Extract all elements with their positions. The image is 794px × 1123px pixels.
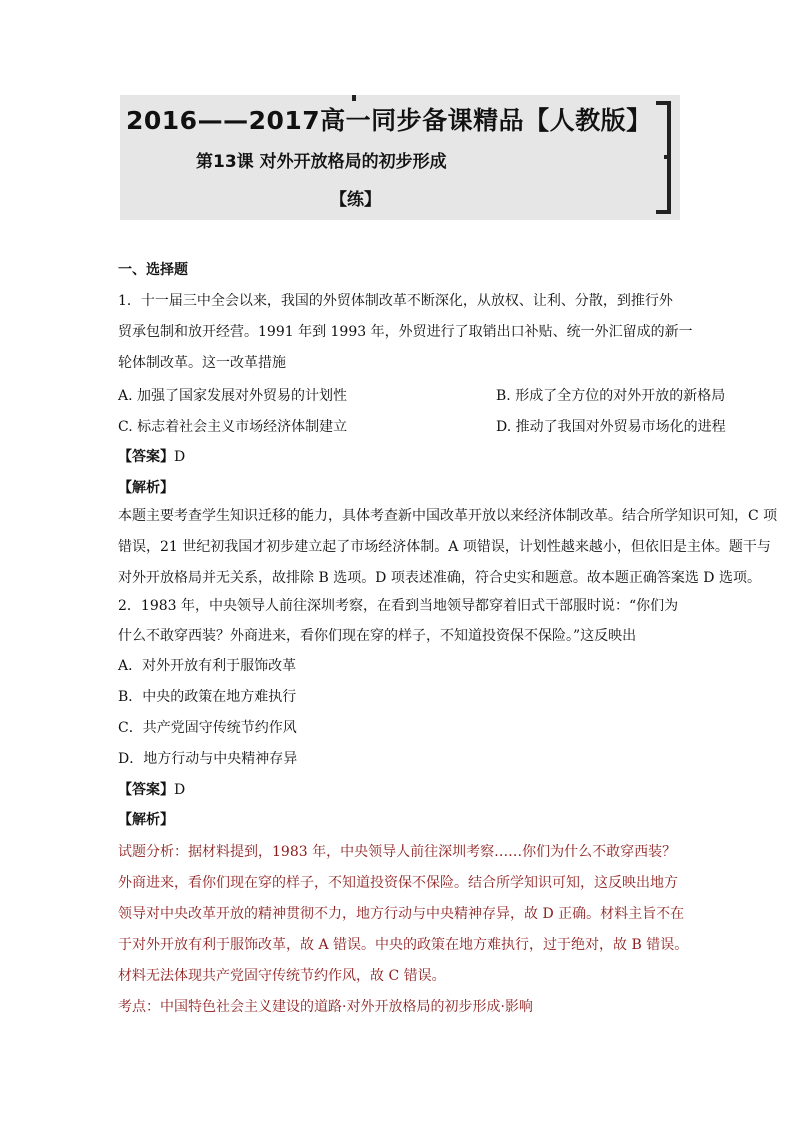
q2-option-c: C．共产党固守传统节约作风 xyxy=(118,720,297,736)
banner-bracket-top xyxy=(656,101,671,105)
q1-stem-line: 贸承包制和放开经营。1991 年到 1993 年，外贸进行了取销出口补贴、统一外汇留成的新一 xyxy=(118,324,693,340)
q1-analysis-line: 错误，21 世纪初我国才初步建立起了市场经济体制。A 项错误，计划性越来越小，但依旧是主体。题干与 xyxy=(118,539,771,555)
q1-answer xyxy=(118,448,185,466)
q2-option-a: A．对外开放有利于服饰改革 xyxy=(118,658,297,674)
q1-option-d: D. 推动了我国对外贸易市场化的进程 xyxy=(496,419,726,435)
document-title: 2016——2017高一同步备课精品【人教版】 xyxy=(126,106,652,135)
q2-stem-line: 2．1983 年，中央领导人前往深圳考察，在看到当地领导都穿着旧式干部服时说：“你们为 xyxy=(118,598,679,614)
q2-answer xyxy=(118,781,185,799)
banner-bracket-bottom xyxy=(656,210,671,214)
q1-options-row xyxy=(118,387,726,405)
q2-option-d: D．地方行动与中央精神存异 xyxy=(118,751,298,767)
q2-analysis-line: 于对外开放有利于服饰改革，故 A 错误。中央的政策在地方难执行，过于绝对，故 B 错误。 xyxy=(118,937,689,953)
q1-option-c: C. 标志着社会主义市场经济体制建立 xyxy=(118,419,348,435)
section-heading: 一、选择题 xyxy=(118,262,188,278)
q1-analysis-label: 【解析】 xyxy=(118,480,174,496)
q1-analysis-line: 对外开放格局并无关系，故排除 B 选项。D 项表述准确，符合史实和题意。故本题正确答案选 D 选项。 xyxy=(118,570,761,586)
q2-keypoint: 考点：中国特色社会主义建设的道路·对外开放格局的初步形成·影响 xyxy=(118,999,533,1015)
q1-analysis-line: 本题主要考查学生知识迁移的能力，具体考查新中国改革开放以来经济体制改革。结合所学知识可知，C 项 xyxy=(118,508,778,524)
q2-analysis-line: 试题分析：据材料提到，1983 年，中央领导人前往深圳考察……你们为什么不敢穿西装？ xyxy=(118,844,677,860)
q1-stem-line: 轮体制改革。这一改革措施 xyxy=(118,355,286,371)
q2-stem-line: 什么不敢穿西装？外商进来，看你们现在穿的样子，不知道投资保不保险。”这反映出 xyxy=(118,628,637,644)
practice-tag: 【练】 xyxy=(330,190,381,210)
answer-label: 【答案】 xyxy=(118,782,174,798)
q2-analysis-line: 领导对中央改革开放的精神贯彻不力，地方行动与中央精神存异，故 D 正确。材料主旨不在 xyxy=(118,906,685,922)
answer-value: D xyxy=(174,782,186,798)
q2-analysis-line: 材料无法体现共产党固守传统节约作风，故 C 错误。 xyxy=(118,968,446,984)
q1-option-a: A. 加强了国家发展对外贸易的计划性 xyxy=(118,388,348,404)
q2-analysis-label: 【解析】 xyxy=(118,812,174,828)
answer-label: 【答案】 xyxy=(118,449,174,465)
lesson-subtitle: 第13课 对外开放格局的初步形成 xyxy=(196,152,447,172)
q1-stem-line: 1．十一届三中全会以来，我国的外贸体制改革不断深化，从放权、让利、分散，到推行外 xyxy=(118,293,673,309)
header-banner xyxy=(120,95,680,220)
q1-option-b: B. 形成了全方位的对外开放的新格局 xyxy=(496,388,726,404)
q2-option-b: B．中央的政策在地方难执行 xyxy=(118,689,297,705)
banner-mark xyxy=(664,155,670,159)
q1-options-row xyxy=(118,418,726,436)
q2-analysis-line: 外商进来，看你们现在穿的样子，不知道投资保不保险。结合所学知识可知，这反映出地方 xyxy=(118,875,678,891)
answer-value: D xyxy=(174,449,186,465)
